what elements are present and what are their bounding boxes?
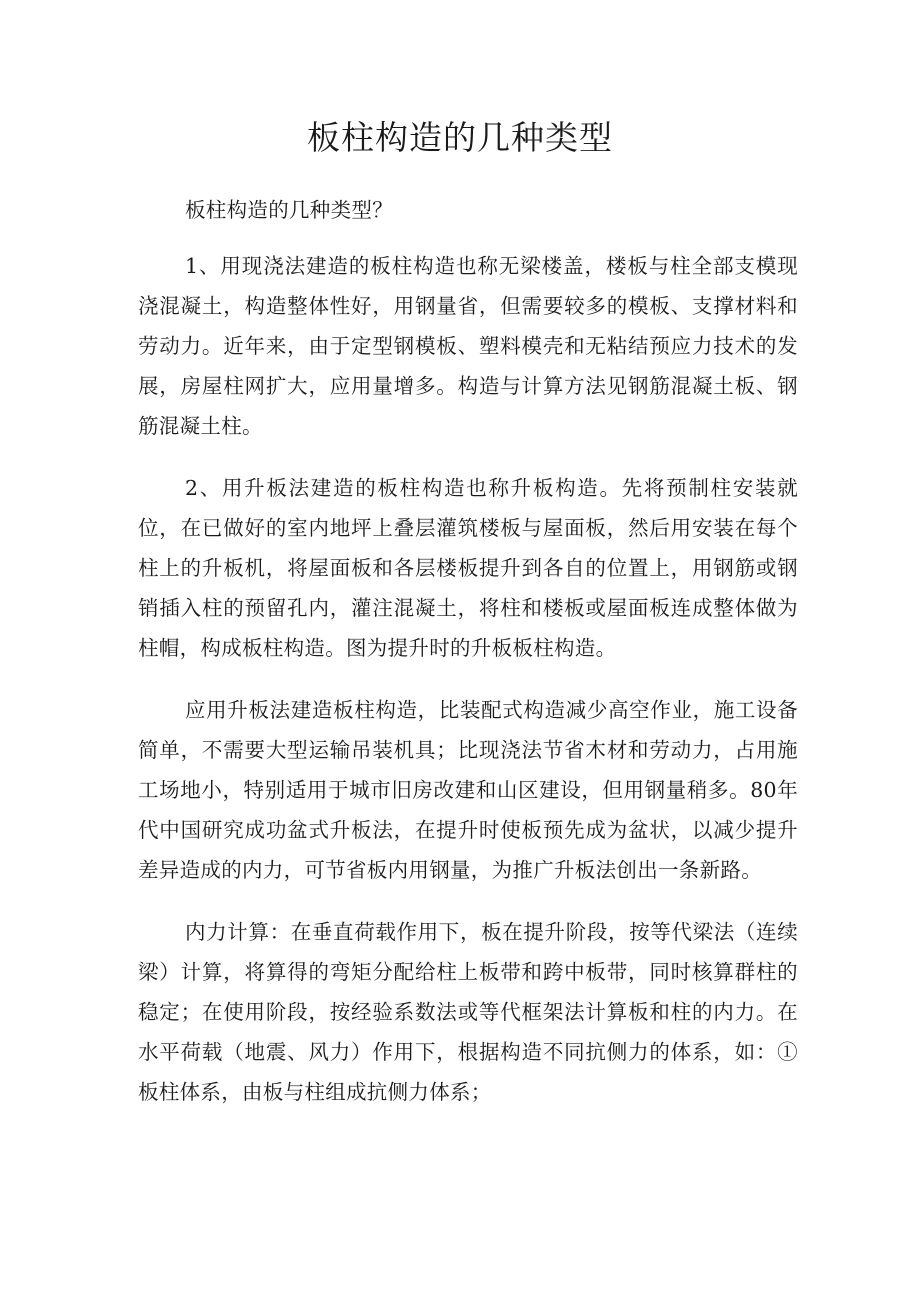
document-title: 板柱构造的几种类型 (307, 118, 613, 157)
document-body (138, 190, 798, 1134)
intro-question: 板柱构造的几种类型？ (185, 198, 393, 222)
paragraph-cast-in-place: 1、用现浇法建造的板柱构造也称无梁楼盖，楼板与柱全部支模现浇混凝土，构造整体性好，用钢量省，但需要较多的模板、支撑材料和劳动力。近年来，由于定型钢模板、塑料模壳和无粘结预应力技术的发展，房屋柱网扩大，应用量增多。构造与计算方法见钢筋混凝土板、钢筋混凝土柱。 (138, 254, 798, 438)
paragraph-lift-slab: 2、用升板法建造的板柱构造也称升板构造。先将预制柱安装就位，在已做好的室内地坪上叠层灌筑楼板与屋面板，然后用安装在每个柱上的升板机，将屋面板和各层楼板提升到各自的位置上，用钢筋或钢销插入柱的预留孔内，灌注混凝土，将柱和楼板或屋面板连成整体做为柱帽，构成板柱构造。图为提升时的升板板柱构造。 (138, 476, 798, 660)
paragraph-internal-force: 内力计算：在垂直荷载作用下，板在提升阶段，按等代梁法（连续梁）计算，将算得的弯矩分配给柱上板带和跨中板带，同时核算群柱的稳定；在使用阶段，按经验系数法或等代框架法计算板和柱的内力。在水平荷载（地震、风力）作用下，根据构造不同抗侧力的体系，如：①板柱体系，由板与柱组成抗侧力体系； (138, 920, 798, 1104)
paragraph-application: 应用升板法建造板柱构造，比装配式构造减少高空作业，施工设备简单，不需要大型运输吊装机具；比现浇法节省木材和劳动力，占用施工场地小，特别适用于城市旧房改建和山区建设，但用钢量稍多。80年代中国研究成功盆式升板法，在提升时使板预先成为盆状，以减少提升差异造成的内力，可节省板内用钢量，为推广升板法创出一条新路。 (138, 698, 798, 882)
